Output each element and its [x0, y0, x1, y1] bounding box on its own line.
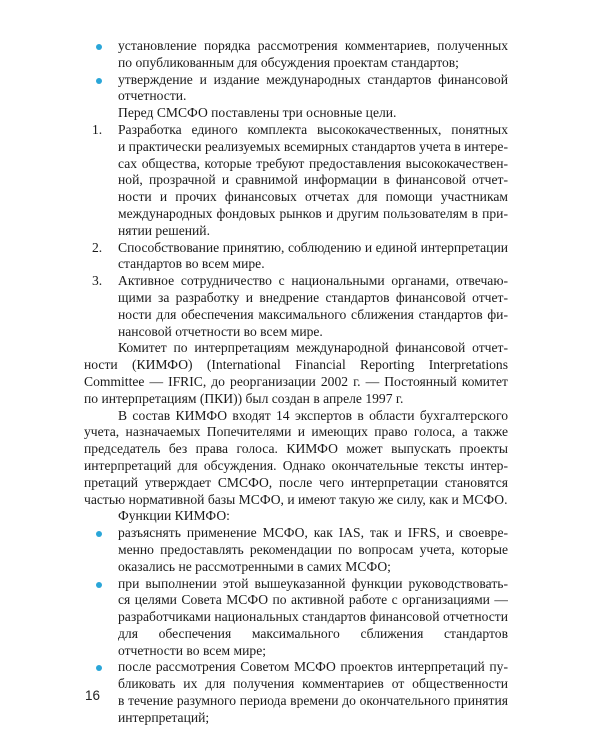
text-line: интерпретаций для обсуждения. Однако окончательные тексты интер-	[84, 457, 508, 473]
text-line: разработчиками национальных стандартов финансовой отчетности	[118, 609, 508, 625]
bullet-icon	[96, 44, 102, 50]
text-line: утверждение и издание международных стандартов финансовой	[118, 71, 508, 87]
numbered-list-item	[84, 240, 508, 274]
bullet-list-item	[84, 38, 508, 72]
text-line: оказались не рассмотренными в самих МСФО;	[118, 558, 391, 574]
text-line: председатель без права голоса. КИМФО может выпускать проекты	[84, 441, 508, 457]
text-line: частью нормативной базы МСФО, и имеют такую же силу, как и МСФО.	[84, 491, 508, 507]
bullet-list-item	[84, 525, 508, 575]
text-line: ности и прочих финансовых отчетах для помощи участникам	[118, 189, 508, 205]
text-line: разъяснять применение МСФО, как IAS, так и IFRS, и своевре-	[118, 525, 508, 541]
list-number: 1.	[92, 121, 103, 137]
bullet-icon	[96, 582, 102, 588]
body-text	[84, 38, 508, 727]
text-line: Перед СМСФО поставлены три основные цели.	[118, 105, 397, 121]
text-line: по интерпретациям (ПКИ)) был создан в апреле 1997 г.	[84, 390, 404, 406]
text-line: бликовать их для получения комментариев от общественности	[118, 676, 508, 692]
text-line: В состав КИМФО входят 14 экспертов в области бухгалтерского	[118, 407, 508, 423]
text-line: интерпретаций;	[118, 709, 210, 725]
text-line: отчетности.	[118, 88, 187, 104]
text-line: Способствование принятию, соблюдению и единой интерпретации	[118, 239, 508, 255]
text-line: ной, прозрачной и сравнимой информации в финансовой отчет-	[118, 172, 508, 188]
text-line: Активное сотрудничество с национальными органами, отвечаю-	[118, 273, 508, 289]
text-line: для обеспечения максимального сближения стандартов	[118, 625, 508, 641]
bullet-list-item	[84, 72, 508, 106]
text-line: стандартов во всем мире.	[118, 256, 265, 272]
text-line: щими за разработку и внедрение стандартов финансовой отчет-	[118, 289, 508, 305]
text-line: отчетности во всем мире;	[118, 642, 267, 658]
text-line: ности (КИМФО) (International Financial Reporting Interpretations	[84, 357, 508, 373]
page-number: 16	[85, 688, 101, 703]
text-line: международных фондовых рынков и другим пользователям в при-	[118, 205, 508, 221]
text-line: установление порядка рассмотрения комментариев, полученных	[118, 38, 508, 53]
text-line: Committee — IFRIC, до реорганизации 2002 г. — Постоянный комитет	[84, 373, 508, 389]
bullet-list-item	[84, 659, 508, 726]
text-line: по опубликованным для обсуждения проектам стандартов;	[118, 54, 459, 70]
text-line: нансовой отчетности во всем мире.	[118, 323, 323, 339]
paragraph	[84, 105, 508, 122]
text-line: и практически реализуемых всемирных стандартов учета в интере-	[118, 138, 508, 154]
numbered-list-item	[84, 122, 508, 240]
text-line: учета, назначаемых Попечителями и имеющих право голоса, а также	[84, 424, 508, 440]
text-line: ности для обеспечения максимального сближения стандартов фи-	[118, 306, 508, 322]
text-line: Комитет по интерпретациям международной финансовой отчет-	[118, 340, 508, 356]
numbered-list-item	[84, 273, 508, 340]
paragraph	[84, 340, 508, 407]
text-line: сах общества, которые требуют предоставления высококачествен-	[118, 155, 508, 171]
paragraph	[84, 408, 508, 509]
paragraph	[84, 508, 508, 525]
text-line: Функции КИМФО:	[118, 508, 230, 524]
bullet-icon	[96, 78, 102, 84]
list-number: 2.	[92, 239, 103, 255]
bullet-list-item	[84, 576, 508, 660]
list-number: 3.	[92, 273, 103, 289]
text-line: менно предоставлять рекомендации по вопросам учета, которые	[118, 541, 508, 557]
text-line: претаций утверждает СМСФО, после чего интерпретации становятся	[84, 474, 508, 490]
text-line: при выполнении этой вышеуказанной функции руководствовать-	[118, 575, 508, 591]
text-line: нятии решений.	[118, 222, 210, 238]
text-line: после рассмотрения Советом МСФО проектов интерпретаций пу-	[118, 659, 508, 675]
text-line: в течение разумного периода времени до окончательного принятия	[118, 693, 508, 709]
text-line: ся целями Совета МСФО по активной работе с организациями —	[118, 592, 508, 608]
text-line: Разработка единого комплекта высококачественных, понятных	[118, 121, 508, 137]
